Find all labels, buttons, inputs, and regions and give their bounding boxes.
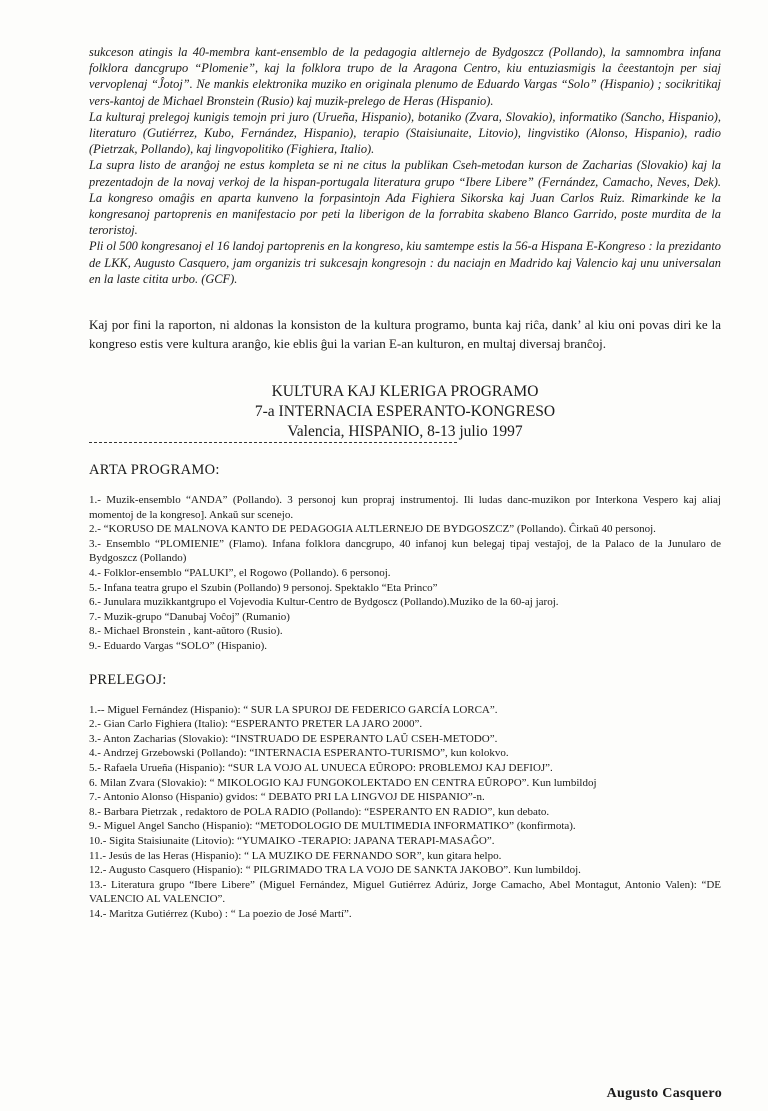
report-paragraph: La kulturaj prelegoj kunigis temojn pri juro (Urueña, Hispanio), botaniko (Zvara, Slovakio), informatiko (Sancho, Hispanio), literaturo (Gutiérrez, Kubo, Fernández, Hispanio), terapio (Staisiunaite, Litovio), lingvistiko (Alonso, Hispanio), radio (Pietrzak, Pollando), kaj lingvopolitiko (Fighiera, Italio). bbox=[89, 109, 721, 157]
list-item: 14.- Maritza Gutiérrez (Kubo) : “ La poezio de José Martí”. bbox=[89, 907, 352, 920]
list-item: 8.- Michael Bronstein , kant-aŭtoro (Rusio). bbox=[89, 625, 283, 638]
report-paragraph: La supra listo de aranĝoj ne estus kompleta se ni ne citus la publikan Cseh-metodan kurson de Zacharias (Slovakio) kaj la prezentadojn de la novaj verkoj de la hispan-portugala literatura grupo “Ibere Libere” (Fernández, Camacho, Neves, Dek). La kongreso omaĝis en aparta kunveno la forpasintojn Ada Fighiera Sikorska kaj Juan Carlos Ruiz. Rimarkinde ke la kongresanoj partoprenis en manifestacio por peti la liberigon de la forrabita skabeno Blanco Garrido, poste murdita de la teroristoj. bbox=[89, 158, 721, 238]
program-header bbox=[89, 382, 721, 443]
list-item: 2.- Gian Carlo Fighiera (Italio): “ESPERANTO PRETER LA JARO 2000”. bbox=[89, 718, 423, 731]
list-item: 11.- Jesús de las Heras (Hispanio): “ LA MUZIKO DE FERNANDO SOR”, kun gitara helpo. bbox=[89, 849, 502, 862]
list-item: 7.- Muzik-grupo “Danubaj Voĉoj” (Rumanio) bbox=[89, 610, 290, 623]
report-text bbox=[89, 44, 721, 287]
closing-paragraph: Kaj por fini la raporton, ni aldonas la konsiston de la kultura programo, bunta kaj riĉa, dank’ al kiu oni povas diri ke la kongreso estis vere kultura aranĝo, kie eblis ĝui la varian E-an kulturon, en multaj diversaj branĉoj. bbox=[89, 317, 721, 352]
list-item: 2.- “KORUSO DE MALNOVA KANTO DE PEDAGOGIA ALTLERNEJO DE BYDGOSZCZ” (Pollando). Ĉirkaŭ 40 personoj. bbox=[89, 523, 656, 536]
list-item: 3.- Anton Zacharias (Slovakio): “INSTRUADO DE ESPERANTO LAŬ CSEH-METODO”. bbox=[89, 732, 498, 745]
list-item: 3.- Ensemblo “PLOMIENIE” (Flamo). Infana folklora dancgrupo, 40 infanoj kun belegaj tipaj vestaĵoj, de la Palaco de la Junularo de Bydgoszcz (Pollando) bbox=[89, 537, 721, 565]
list-item: 13.- Literatura grupo “Ibere Libere” (Miguel Fernández, Miguel Gutiérrez Adúriz, Jorge Camacho, Abel Montagut, Antonio Valen): “DE VALENCIO AL VALENCIO”. bbox=[89, 878, 721, 906]
report-paragraph: Pli ol 500 kongresanoj el 16 landoj partoprenis en la kongreso, kiu samtempe estis la 56-a Hispana E-Kongreso : la prezidanto de LKK, Augusto Casquero, jam organizis tri sukcesajn kongresojn : du naciajn en Madrido kaj Valencio kaj unu universalan en la laste citita urbo. (GCF). bbox=[89, 239, 721, 286]
list-item: 10.- Sigita Staisiunaite (Litovio): “YUMAIKO -TERAPIO: JAPANA TERAPI-MASAĜO”. bbox=[89, 834, 495, 847]
program-subtitle: 7-a INTERNACIA ESPERANTO-KONGRESO bbox=[254, 403, 556, 421]
arta-list bbox=[89, 493, 721, 654]
list-item: 12.- Augusto Casquero (Hispanio): “ PILGRIMADO TRA LA VOJO DE SANKTA JAKOBO”. Kun lumbildoj. bbox=[89, 864, 581, 877]
prelegoj-list bbox=[89, 703, 721, 922]
dashed-divider bbox=[89, 442, 457, 443]
list-item: 4.- Folklor-ensemblo “PALUKI”, el Rogowo (Pollando). 6 personoj. bbox=[89, 567, 391, 580]
page-content bbox=[89, 44, 721, 921]
list-item: 1.-- Miguel Fernández (Hispanio): “ SUR LA SPUROJ DE FEDERICO GARCÍA LORCA”. bbox=[89, 703, 498, 716]
list-item: 8.- Barbara Pietrzak , redaktoro de POLA RADIO (Pollando): “ESPERANTO EN RADIO”, kun debato. bbox=[89, 805, 550, 818]
list-item: 6. Milan Zvara (Slovakio): “ MIKOLOGIO KAJ FUNGOKOLEKTADO EN CENTRA EŬROPO”. Kun lumbildoj bbox=[89, 776, 597, 789]
list-item: 5.- Rafaela Urueña (Hispanio): “SUR LA VOJO AL UNUECA EŬROPO: PROBLEMOJ KAJ DEFIOJ”. bbox=[89, 761, 553, 774]
list-item: 9.- Eduardo Vargas “SOLO” (Hispanio). bbox=[89, 639, 267, 652]
list-item: 7.- Antonio Alonso (Hispanio) gvidos: “ DEBATO PRI LA LINGVOJ DE HISPANIO”-n. bbox=[89, 791, 485, 804]
program-place-date: Valencia, HISPANIO, 8-13 julio 1997 bbox=[287, 423, 523, 441]
signature: Augusto Casquero bbox=[606, 1086, 722, 1101]
arta-heading: ARTA PROGRAMO: bbox=[89, 462, 220, 479]
report-paragraph: sukceson atingis la 40-membra kant-ensemblo de la pedagogia altlernejo de Bydgoszcz (Pollando), la samnombra infana folklora dancgrupo “Plomenie”, kaj la folklora trupo de la Aragona Centro, kiu entuziasmigis la ĉeestantojn per siaj vervoplenaj “Ĵotoj”. Ne mankis elektronika muziko en originala plenumo de Eduardo Vargas “Solo” (Hispanio) ; socikritikaj vers-kantoj de Michael Bronstein (Rusio) kaj muzik-prelego de Heras (Hispanio). bbox=[89, 45, 721, 108]
list-item: 4.- Andrzej Grzebowski (Pollando): “INTERNACIA ESPERANTO-TURISMO”, kun kolokvo. bbox=[89, 747, 509, 760]
prelegoj-heading: PRELEGOJ: bbox=[89, 671, 167, 688]
list-item: 6.- Junulara muzikkantgrupo el Vojevodia Kultur-Centro de Bydgoscz (Pollando).Muziko de la 60-aj jaroj. bbox=[89, 596, 559, 609]
list-item: 1.- Muzik-ensemblo “ANDA” (Pollando). 3 personoj kun propraj instrumentoj. Ili ludas danc-muzikon por Interkona Vespero kaj aliaj momentoj de la kongreso]. Ankaŭ sur scenejo. bbox=[89, 494, 721, 521]
program-title: KULTURA KAJ KLERIGA PROGRAMO bbox=[271, 383, 539, 401]
list-item: 9.- Miguel Angel Sancho (Hispanio): “METODOLOGIO DE MULTIMEDIA INFORMATIKO” (konfirmota). bbox=[89, 820, 576, 833]
list-item: 5.- Infana teatra grupo el Szubin (Pollando) 9 personoj. Spektaklo “Eta Princo” bbox=[89, 581, 438, 594]
